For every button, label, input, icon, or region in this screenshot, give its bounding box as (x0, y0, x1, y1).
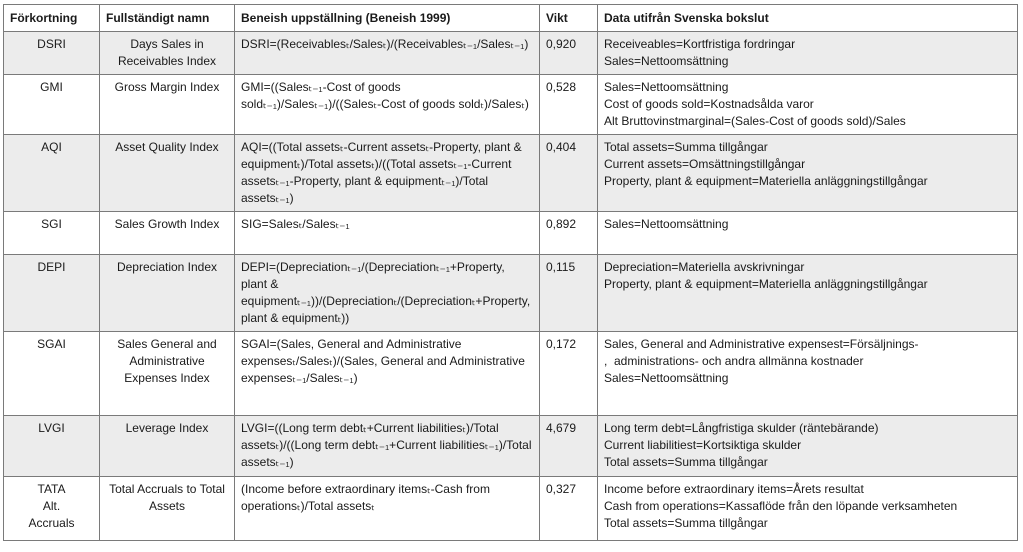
header-row (4, 5, 1018, 32)
weight-cell: 0,327 (540, 477, 598, 541)
swedish-data-cell (598, 75, 1018, 135)
abbreviation-cell: AQI (4, 135, 100, 212)
formula-cell: DSRI=(Receivablesₜ/Salesₜ)/(Receivablesₜ₋₁/Salesₜ₋₁) (235, 32, 540, 75)
formula-cell: AQI=((Total assetsₜ-Current assetsₜ-Property, plant & equipmentₜ)/Total assetsₜ)/((Total assetsₜ₋₁-Current assetsₜ₋₁-Property, plant & equipmentₜ₋₁)/Total assetsₜ₋₁) (235, 135, 540, 212)
data-line: Sales=Nettoomsättning (604, 80, 729, 94)
data-line: Total assets=Summa tillgångar (604, 455, 768, 469)
table-row (4, 75, 1018, 135)
data-line: Receiveables=Kortfristiga fordringar (604, 37, 796, 51)
swedish-data-cell (598, 135, 1018, 212)
weight-cell: 0,172 (540, 332, 598, 416)
swedish-data-cell (598, 255, 1018, 332)
data-line: Cost of goods sold=Kostnadsålda varor (604, 97, 814, 111)
formula-cell: SIG=Salesₜ/Salesₜ₋₁ (235, 212, 540, 255)
abbreviation-cell: SGI (4, 212, 100, 255)
beneish-table (3, 4, 1018, 541)
swedish-data-cell (598, 416, 1018, 477)
swedish-data-cell (598, 332, 1018, 416)
abbreviation-cell: TATA Alt. Accruals (4, 477, 100, 541)
weight-cell: 0,528 (540, 75, 598, 135)
table-row (4, 255, 1018, 332)
formula-cell: DEPI=(Depreciationₜ₋₁/(Depreciationₜ₋₁+Property, plant & equipmentₜ₋₁))/(Depreciationₜ/(Depreciationₜ+Property, plant & equipmentₜ)) (235, 255, 540, 332)
weight-cell: 0,404 (540, 135, 598, 212)
data-line: Property, plant & equipment=Materiella anläggningstillgångar (604, 277, 928, 291)
data-line: Sales, General and Administrative expensest=Försäljnings- (604, 337, 919, 351)
formula-cell: (Income before extraordinary itemsₜ-Cash from operationsₜ)/Total assetsₜ (235, 477, 540, 541)
data-line: Total assets=Summa tillgångar (604, 140, 768, 154)
header-weight: Vikt (540, 5, 598, 32)
header-formula: Beneish uppställning (Beneish 1999) (235, 5, 540, 32)
data-line: , administrations- och andra allmänna kostnader (604, 354, 864, 368)
beneish-table-container (3, 4, 1018, 541)
abbreviation-cell: GMI (4, 75, 100, 135)
full-name-cell: Sales General and Administrative Expenses Index (100, 332, 235, 416)
swedish-data-cell (598, 212, 1018, 255)
abbreviation-cell: SGAI (4, 332, 100, 416)
table-row (4, 477, 1018, 541)
full-name-cell: Asset Quality Index (100, 135, 235, 212)
formula-cell: SGAI=(Sales, General and Administrative expensesₜ/Salesₜ)/(Sales, General and Administrative expensesₜ₋₁/Salesₜ₋₁) (235, 332, 540, 416)
formula-cell: LVGI=((Long term debtₜ+Current liabilitiesₜ)/Total assetsₜ)/((Long term debtₜ₋₁+Current liabilitiesₜ₋₁)/Total assetsₜ₋₁) (235, 416, 540, 477)
full-name-cell: Depreciation Index (100, 255, 235, 332)
data-line: Property, plant & equipment=Materiella anläggningstillgångar (604, 174, 928, 188)
data-line: Alt Bruttovinstmarginal=(Sales-Cost of goods sold)/Sales (604, 114, 906, 128)
data-line: Total assets=Summa tillgångar (604, 516, 768, 530)
full-name-cell: Total Accruals to Total Assets (100, 477, 235, 541)
swedish-data-cell (598, 32, 1018, 75)
table-row (4, 135, 1018, 212)
abbreviation-cell: DEPI (4, 255, 100, 332)
full-name-cell: Gross Margin Index (100, 75, 235, 135)
data-line: Sales=Nettoomsättning (604, 371, 729, 385)
table-row (4, 212, 1018, 255)
header-swedish-data: Data utifrån Svenska bokslut (598, 5, 1018, 32)
full-name-cell: Sales Growth Index (100, 212, 235, 255)
data-line: Current assets=Omsättningstillgångar (604, 157, 806, 171)
weight-cell: 0,892 (540, 212, 598, 255)
data-line: Sales=Nettoomsättning (604, 54, 729, 68)
table-row (4, 416, 1018, 477)
abbreviation-cell: LVGI (4, 416, 100, 477)
data-line: Income before extraordinary items=Årets resultat (604, 482, 864, 496)
table-row (4, 332, 1018, 416)
data-line: Current liabilitiest=Kortsiktiga skulder (604, 438, 802, 452)
weight-cell: 0,920 (540, 32, 598, 75)
full-name-cell: Days Sales in Receivables Index (100, 32, 235, 75)
data-line: Sales=Nettoomsättning (604, 217, 729, 231)
data-line: Depreciation=Materiella avskrivningar (604, 260, 805, 274)
formula-cell: GMI=((Salesₜ₋₁-Cost of goods soldₜ₋₁)/Salesₜ₋₁)/((Salesₜ-Cost of goods soldₜ)/Salesₜ) (235, 75, 540, 135)
swedish-data-cell (598, 477, 1018, 541)
full-name-cell: Leverage Index (100, 416, 235, 477)
weight-cell: 4,679 (540, 416, 598, 477)
header-abbreviation: Förkortning (4, 5, 100, 32)
table-row (4, 32, 1018, 75)
abbreviation-cell: DSRI (4, 32, 100, 75)
data-line: Cash from operations=Kassaflöde från den löpande verksamheten (604, 499, 958, 513)
header-full-name: Fullständigt namn (100, 5, 235, 32)
data-line: Long term debt=Långfristiga skulder (räntebärande) (604, 421, 879, 435)
weight-cell: 0,115 (540, 255, 598, 332)
